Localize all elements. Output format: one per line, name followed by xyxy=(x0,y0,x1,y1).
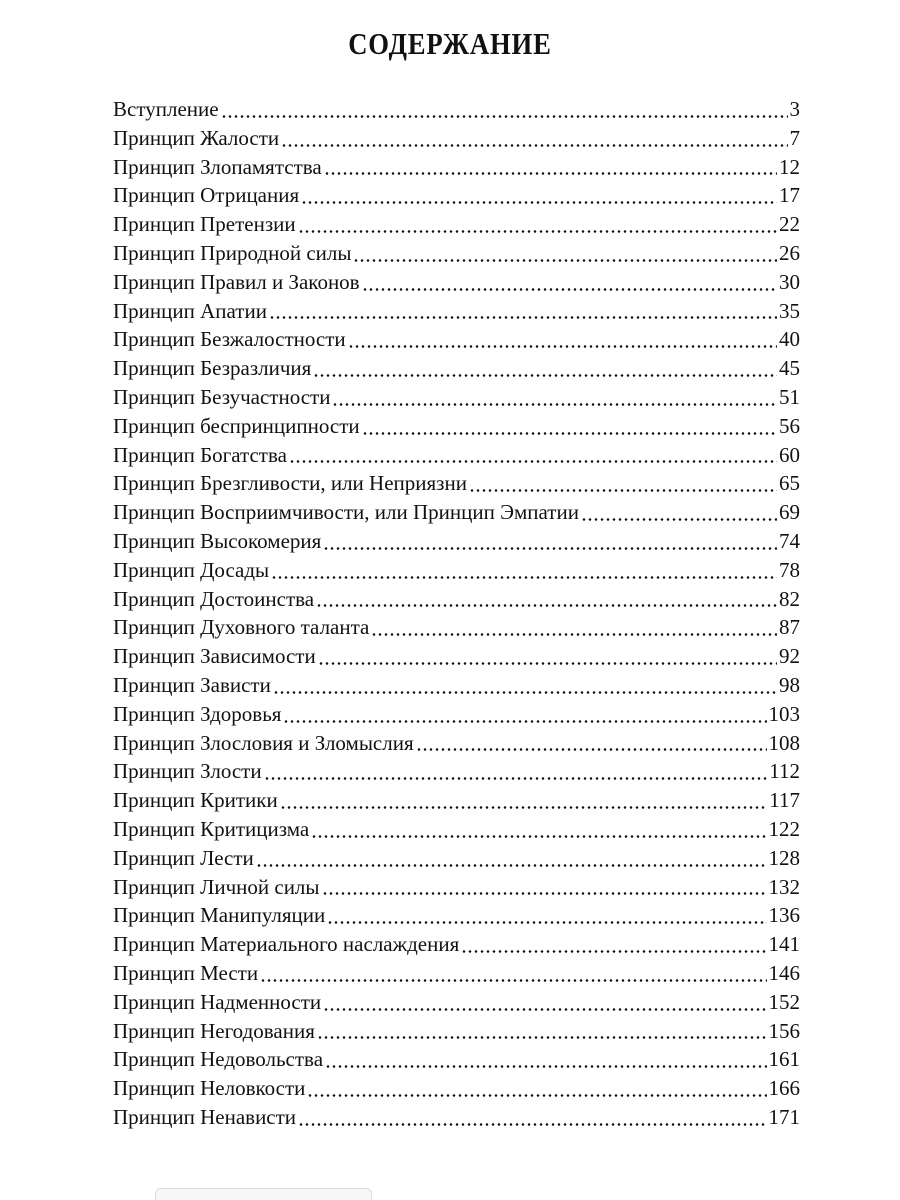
dot-leader xyxy=(348,344,777,349)
toc-entry xyxy=(113,498,800,527)
dot-leader xyxy=(298,229,777,234)
toc-entry-title: Принцип Брезгливости, или Неприязни xyxy=(113,471,467,496)
toc-entry xyxy=(113,959,800,988)
toc-entry xyxy=(113,873,800,902)
page-title: СОДЕРЖАНИЕ xyxy=(348,26,552,61)
dot-leader xyxy=(469,488,777,493)
toc-entry-page: 98 xyxy=(779,672,800,697)
toc-entry xyxy=(113,1017,800,1046)
toc-entry-title: Принцип Манипуляции xyxy=(113,903,326,928)
toc-entry-page: 74 xyxy=(779,528,800,553)
toc-entry xyxy=(113,412,800,441)
toc-entry-title: Принцип Лести xyxy=(113,845,254,870)
toc-entry xyxy=(113,729,800,758)
dot-leader xyxy=(322,891,767,896)
toc-entry-title: Принцип Критицизма xyxy=(113,816,310,841)
dot-leader xyxy=(271,575,777,580)
toc-entry xyxy=(113,297,800,326)
toc-entry-page: 152 xyxy=(768,989,800,1014)
toc-entry-title: Принцип Отрицания xyxy=(113,183,300,208)
table-of-contents xyxy=(113,95,800,1132)
toc-entry-page: 35 xyxy=(779,298,800,323)
toc-entry xyxy=(113,671,800,700)
dot-leader xyxy=(317,1035,767,1040)
toc-entry-page: 17 xyxy=(779,183,800,208)
toc-entry-page: 3 xyxy=(789,97,800,121)
toc-entry xyxy=(113,930,800,959)
toc-entry xyxy=(113,844,800,873)
toc-entry-page: 12 xyxy=(779,154,800,179)
toc-entry xyxy=(113,153,800,182)
toc-entry xyxy=(113,181,800,210)
toc-entry-page: 51 xyxy=(779,384,800,409)
toc-entry-page: 132 xyxy=(768,874,800,899)
dot-leader xyxy=(371,632,777,637)
toc-entry-title: Принцип Достоинства xyxy=(113,586,315,611)
dot-leader xyxy=(332,402,777,407)
dot-leader xyxy=(327,920,766,925)
toc-entry-title: Принцип Критики xyxy=(113,788,278,813)
toc-entry-title: Принцип Безразличия xyxy=(113,356,312,381)
toc-entry-title: Принцип Досады xyxy=(113,557,270,582)
dot-leader xyxy=(323,1007,766,1012)
toc-entry-title: Принцип Духовного таланта xyxy=(113,615,370,640)
toc-entry-title: Принцип Надменности xyxy=(113,989,322,1014)
toc-entry-page: 166 xyxy=(768,1076,800,1101)
toc-entry-page: 122 xyxy=(768,816,800,841)
toc-entry-title: Принцип Злости xyxy=(113,759,262,784)
toc-entry xyxy=(113,642,800,671)
toc-entry xyxy=(113,210,800,239)
toc-entry-page: 45 xyxy=(779,356,800,381)
toc-entry xyxy=(113,441,800,470)
dot-leader xyxy=(311,834,766,839)
toc-entry-title: Принцип Претензии xyxy=(113,212,296,237)
toc-entry-title: Принцип Высокомерия xyxy=(113,528,322,553)
toc-entry-title: Принцип Материального наслаждения xyxy=(113,932,460,957)
toc-entry xyxy=(113,613,800,642)
toc-entry-page: 92 xyxy=(779,644,800,669)
toc-entry-title: Принцип Недовольства xyxy=(113,1047,324,1072)
dot-leader xyxy=(221,114,788,119)
dot-leader xyxy=(289,459,777,464)
toc-entry xyxy=(113,325,800,354)
dot-leader xyxy=(298,1122,766,1127)
toc-entry-title: Принцип Зависти xyxy=(113,672,271,697)
toc-entry xyxy=(113,95,800,124)
toc-entry-title: Принцип Правил и Законов xyxy=(113,269,360,294)
toc-entry-page: 82 xyxy=(779,586,800,611)
toc-entry xyxy=(113,1103,800,1132)
toc-entry-page: 136 xyxy=(768,903,800,928)
dot-leader xyxy=(264,776,768,781)
toc-entry-title: Принцип Безжалостности xyxy=(113,327,346,352)
dot-leader xyxy=(307,1093,766,1098)
toc-entry-page: 87 xyxy=(779,615,800,640)
dot-leader xyxy=(280,805,768,810)
toc-entry xyxy=(113,527,800,556)
toc-entry-title: Принцип Злословия и Зломыслия xyxy=(113,730,414,755)
toc-entry xyxy=(113,268,800,297)
dot-leader xyxy=(318,661,777,666)
toc-entry-page: 103 xyxy=(768,701,800,726)
dot-leader xyxy=(260,978,766,983)
toc-entry-page: 128 xyxy=(768,845,800,870)
dot-leader xyxy=(416,747,767,752)
toc-entry-page: 30 xyxy=(779,269,800,294)
toc-entry-title: Принцип Здоровья xyxy=(113,701,282,726)
toc-entry-title: Принцип Богатства xyxy=(113,442,287,467)
toc-entry-page: 108 xyxy=(768,730,800,755)
toc-entry xyxy=(113,239,800,268)
toc-entry-page: 40 xyxy=(779,327,800,352)
toc-entry-title: Принцип Восприимчивости, или Принцип Эмпатии xyxy=(113,500,579,525)
toc-entry-page: 22 xyxy=(779,212,800,237)
toc-entry xyxy=(113,354,800,383)
dot-leader xyxy=(256,863,767,868)
toc-entry-title: Принцип Злопамятства xyxy=(113,154,322,179)
toc-entry-page: 65 xyxy=(779,471,800,496)
dot-leader xyxy=(353,258,777,263)
toc-entry xyxy=(113,383,800,412)
toc-entry-page: 146 xyxy=(768,960,800,985)
dot-leader xyxy=(325,1064,766,1069)
toc-entry xyxy=(113,786,800,815)
dot-leader xyxy=(581,517,777,522)
toc-entry xyxy=(113,1074,800,1103)
dot-leader xyxy=(461,949,766,954)
toc-entry-page: 171 xyxy=(768,1104,800,1129)
toc-entry xyxy=(113,1045,800,1074)
dot-leader xyxy=(316,603,777,608)
dot-leader xyxy=(281,143,787,148)
toc-entry-page: 69 xyxy=(779,500,800,525)
toc-entry-title: Вступление xyxy=(113,97,219,121)
toc-entry xyxy=(113,585,800,614)
toc-entry-page: 112 xyxy=(769,759,800,784)
toc-entry-page: 26 xyxy=(779,240,800,265)
toc-entry-title: Принцип Ненависти xyxy=(113,1104,297,1129)
toc-entry xyxy=(113,815,800,844)
toc-entry-page: 141 xyxy=(768,932,800,957)
dot-leader xyxy=(283,719,766,724)
dot-leader xyxy=(273,690,777,695)
dot-leader xyxy=(324,171,777,176)
dot-leader xyxy=(313,373,777,378)
toc-entry-title: Принцип Негодования xyxy=(113,1018,315,1043)
dot-leader xyxy=(269,315,777,320)
toc-entry-page: 60 xyxy=(779,442,800,467)
toc-entry xyxy=(113,124,800,153)
toc-entry-title: Принцип Неловкости xyxy=(113,1076,306,1101)
toc-entry-page: 7 xyxy=(789,125,800,150)
toc-entry-title: Принцип Личной силы xyxy=(113,874,320,899)
toc-entry xyxy=(113,700,800,729)
toc-entry-title: Принцип Мести xyxy=(113,960,259,985)
dot-leader xyxy=(301,200,777,205)
dot-leader xyxy=(323,546,777,551)
toc-entry-page: 117 xyxy=(769,788,800,813)
dot-leader xyxy=(362,431,777,436)
toc-entry-title: Принцип Зависимости xyxy=(113,644,316,669)
toc-entry xyxy=(113,757,800,786)
toc-entry-title: Принцип Безучастности xyxy=(113,384,331,409)
toc-entry-page: 161 xyxy=(768,1047,800,1072)
toc-entry-page: 78 xyxy=(779,557,800,582)
toc-entry-title: Принцип беспринципности xyxy=(113,413,360,438)
toc-entry xyxy=(113,556,800,585)
dot-leader xyxy=(362,287,777,292)
toc-entry xyxy=(113,469,800,498)
bottom-tab xyxy=(155,1188,372,1200)
toc-entry-title: Принцип Апатии xyxy=(113,298,267,323)
toc-entry xyxy=(113,901,800,930)
toc-entry xyxy=(113,988,800,1017)
toc-entry-page: 56 xyxy=(779,413,800,438)
toc-entry-page: 156 xyxy=(768,1018,800,1043)
toc-entry-title: Принцип Жалости xyxy=(113,125,280,150)
toc-entry-title: Принцип Природной силы xyxy=(113,240,352,265)
